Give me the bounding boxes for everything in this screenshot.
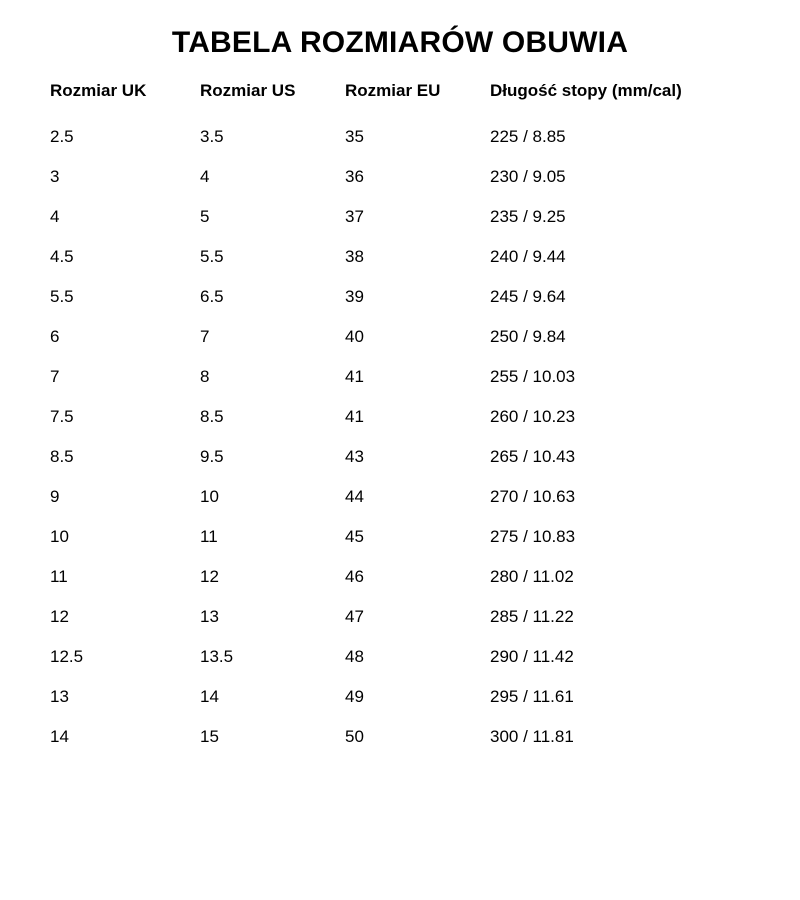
cell-uk: 4.5 [50, 247, 74, 266]
cell-us: 14 [200, 687, 219, 706]
cell-uk: 8.5 [50, 447, 74, 466]
table-row [50, 197, 800, 237]
cell-uk: 2.5 [50, 127, 74, 146]
cell-length: 235 / 9.25 [490, 207, 566, 226]
cell-uk: 5.5 [50, 287, 74, 306]
table-row [50, 437, 800, 477]
table-row [50, 357, 800, 397]
table-row [50, 717, 800, 757]
cell-length: 285 / 11.22 [490, 607, 574, 626]
table-header-row [50, 81, 800, 117]
table-row [50, 597, 800, 637]
table-row [50, 117, 800, 157]
table-row [50, 517, 800, 557]
table-header [50, 81, 800, 117]
cell-uk: 7 [50, 367, 60, 386]
shoe-size-table [50, 81, 800, 757]
cell-eu: 50 [345, 727, 364, 746]
cell-eu: 41 [345, 367, 364, 386]
cell-us: 7 [200, 327, 210, 346]
column-header-uk: Rozmiar UK [50, 81, 147, 100]
cell-length: 275 / 10.83 [490, 527, 576, 546]
cell-length: 250 / 9.84 [490, 327, 566, 346]
cell-us: 10 [200, 487, 219, 506]
table-row [50, 317, 800, 357]
cell-length: 270 / 10.63 [490, 487, 576, 506]
cell-length: 255 / 10.03 [490, 367, 576, 386]
cell-length: 240 / 9.44 [490, 247, 566, 266]
table-row [50, 557, 800, 597]
table-row [50, 477, 800, 517]
cell-us: 6.5 [200, 287, 224, 306]
cell-eu: 48 [345, 647, 364, 666]
cell-uk: 3 [50, 167, 60, 186]
cell-us: 13.5 [200, 647, 234, 666]
cell-length: 245 / 9.64 [490, 287, 566, 306]
cell-us: 3.5 [200, 127, 224, 146]
cell-eu: 40 [345, 327, 364, 346]
cell-eu: 39 [345, 287, 364, 306]
cell-us: 5 [200, 207, 210, 226]
table-row [50, 237, 800, 277]
cell-us: 9.5 [200, 447, 224, 466]
table-row [50, 637, 800, 677]
cell-length: 290 / 11.42 [490, 647, 574, 666]
cell-uk: 7.5 [50, 407, 74, 426]
table-row [50, 677, 800, 717]
cell-uk: 10 [50, 527, 69, 546]
cell-eu: 38 [345, 247, 364, 266]
cell-eu: 36 [345, 167, 364, 186]
cell-us: 15 [200, 727, 219, 746]
cell-us: 8 [200, 367, 210, 386]
cell-uk: 12.5 [50, 647, 84, 666]
cell-length: 230 / 9.05 [490, 167, 566, 186]
table-row [50, 277, 800, 317]
cell-eu: 43 [345, 447, 364, 466]
cell-length: 295 / 11.61 [490, 687, 574, 706]
cell-length: 280 / 11.02 [490, 567, 574, 586]
cell-eu: 41 [345, 407, 364, 426]
cell-us: 8.5 [200, 407, 224, 426]
table-body [50, 117, 800, 757]
cell-uk: 11 [50, 567, 68, 586]
column-header-eu: Rozmiar EU [345, 81, 441, 100]
table-row [50, 397, 800, 437]
cell-uk: 4 [50, 207, 60, 226]
cell-length: 300 / 11.81 [490, 727, 574, 746]
cell-length: 260 / 10.23 [490, 407, 576, 426]
cell-eu: 46 [345, 567, 364, 586]
column-header-us: Rozmiar US [200, 81, 296, 100]
table-row [50, 157, 800, 197]
cell-us: 11 [200, 527, 218, 546]
cell-eu: 49 [345, 687, 364, 706]
cell-eu: 37 [345, 207, 364, 226]
cell-uk: 12 [50, 607, 69, 626]
column-header-length: Długość stopy (mm/cal) [490, 81, 682, 100]
cell-length: 225 / 8.85 [490, 127, 566, 146]
cell-us: 5.5 [200, 247, 224, 266]
cell-us: 4 [200, 167, 210, 186]
cell-eu: 44 [345, 487, 364, 506]
cell-us: 13 [200, 607, 219, 626]
cell-uk: 9 [50, 487, 60, 506]
cell-eu: 47 [345, 607, 364, 626]
cell-us: 12 [200, 567, 219, 586]
cell-uk: 6 [50, 327, 60, 346]
cell-uk: 13 [50, 687, 69, 706]
cell-length: 265 / 10.43 [490, 447, 576, 466]
page-title: TABELA ROZMIARÓW OBUWIA [171, 26, 629, 59]
cell-eu: 35 [345, 127, 364, 146]
cell-uk: 14 [50, 727, 69, 746]
size-table-container [0, 81, 800, 757]
cell-eu: 45 [345, 527, 364, 546]
